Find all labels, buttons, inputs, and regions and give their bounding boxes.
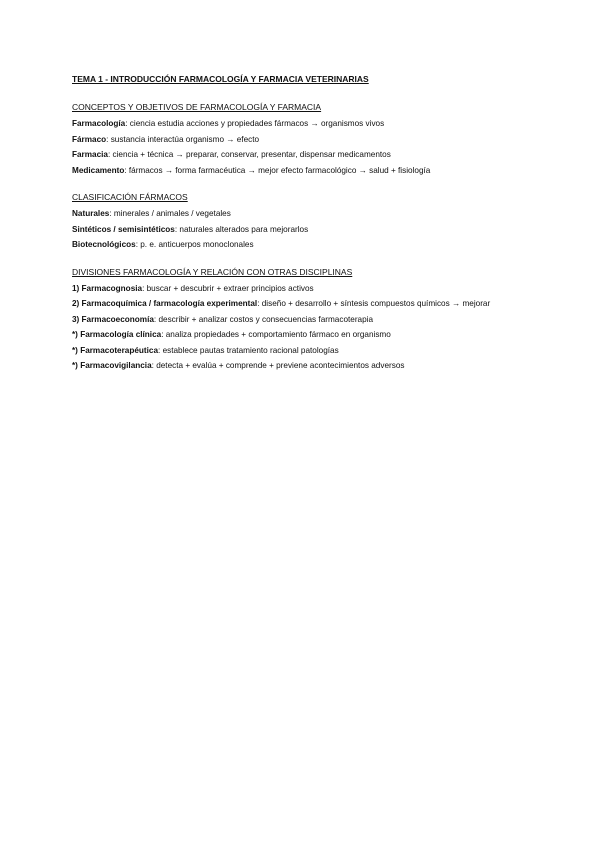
section-clasificacion (72, 192, 542, 253)
definition-text: : ciencia + técnica → preparar, conservar, presentar, dispensar medicamentos (107, 150, 391, 159)
definition-term: Sintéticos / semisintéticos (72, 224, 175, 234)
definition-line (72, 206, 542, 222)
section-heading: CONCEPTOS Y OBJETIVOS DE FARMACOLOGÍA Y FARMACIA (72, 102, 322, 112)
definition-line (72, 222, 542, 238)
definition-text: : fármacos → forma farmacéutica → mejor efecto farmacológico → salud + fisiología (124, 165, 431, 175)
definition-term: *) Farmacología clínica (72, 330, 162, 339)
definition-line (72, 281, 542, 297)
section-divisiones (72, 267, 542, 374)
definition-term: Farmacología (72, 119, 126, 128)
definition-term: *) Farmacovigilancia (72, 361, 152, 370)
section-conceptos (72, 102, 542, 178)
definition-term: *) Farmacoterapéutica (72, 345, 159, 355)
definition-line (72, 132, 542, 148)
section-heading: CLASIFICACIÓN FÁRMACOS (72, 192, 188, 202)
definition-text: : describir + analizar costos y consecuencias farmacoterapia (153, 314, 374, 324)
definition-text: : analiza propiedades + comportamiento fármaco en organismo (161, 330, 391, 339)
definition-term: Medicamento (72, 165, 125, 175)
definition-text: : establece pautas tratamiento racional patologías (158, 345, 339, 355)
definition-line (72, 237, 542, 253)
definition-text: : diseño + desarrollo + síntesis compuestos químicos → mejorar (257, 299, 491, 308)
document-content (72, 74, 542, 388)
definition-line (72, 327, 542, 343)
definition-text: : p. e. anticuerpos monoclonales (135, 240, 254, 249)
definition-line (72, 343, 542, 359)
section-heading: DIVISIONES FARMACOLOGÍA Y RELACIÓN CON OTRAS DISCIPLINAS (72, 266, 353, 277)
definition-term: 2) Farmacoquímica / farmacología experimental (72, 299, 258, 308)
definition-line (72, 163, 542, 179)
definition-text: : buscar + descubrir + extraer principios activos (142, 283, 314, 293)
definition-text: : ciencia estudia acciones y propiedades fármacos → organismos vivos (125, 119, 385, 128)
definition-line (72, 116, 542, 132)
definition-line (72, 312, 542, 328)
definition-term: Farmacia (72, 150, 108, 159)
definition-line (72, 147, 542, 163)
definition-text: : detecta + evalúa + comprende + previene acontecimientos adversos (151, 361, 405, 370)
definition-text: : minerales / animales / vegetales (109, 209, 231, 218)
definition-line (72, 358, 542, 374)
definition-term: Naturales (72, 209, 110, 218)
definition-term: 1) Farmacognosia (72, 283, 143, 293)
definition-term: Fármaco (72, 134, 107, 144)
document-title: TEMA 1 - INTRODUCCIÓN FARMACOLOGÍA Y FARMACIA VETERINARIAS (72, 74, 369, 84)
definition-text: : sustancia interactúa organismo → efecto (106, 134, 260, 144)
definition-term: 3) Farmacoeconomía (72, 314, 154, 324)
definition-line (72, 296, 542, 312)
definition-term: Biotecnológicos (72, 240, 136, 249)
definition-text: : naturales alterados para mejorarlos (174, 224, 309, 234)
